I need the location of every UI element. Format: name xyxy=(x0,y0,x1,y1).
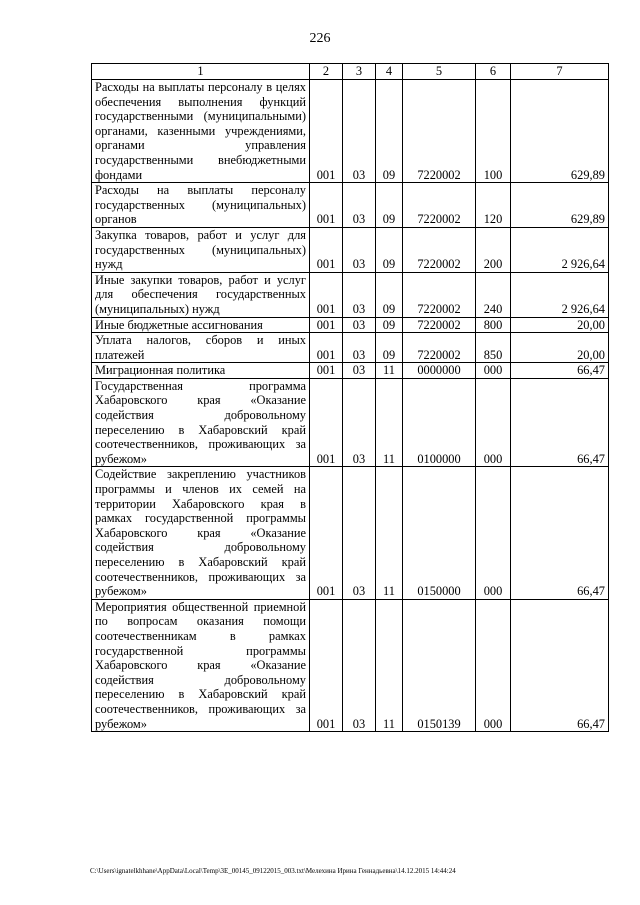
cell-amount: 66,47 xyxy=(511,363,609,379)
header-cell: 3 xyxy=(343,64,376,80)
cell-amount: 66,47 xyxy=(511,378,609,467)
cell-target: 0000000 xyxy=(403,363,476,379)
cell-subsection: 09 xyxy=(376,333,403,363)
cell-target: 7220002 xyxy=(403,272,476,317)
cell-subsection: 09 xyxy=(376,183,403,228)
cell-code: 001 xyxy=(310,378,343,467)
cell-code: 001 xyxy=(310,363,343,379)
row-name: Мероприятия общественной приемной по вопросам оказания помощи соотечественникам в рамках государственной программы Хабаровского края «Оказание содействия добровольному переселению в Хабаровский край соотечественников, проживающих за рубежом» xyxy=(92,599,310,731)
cell-section: 03 xyxy=(343,183,376,228)
table-row xyxy=(92,363,609,379)
cell-amount: 66,47 xyxy=(511,599,609,731)
cell-target: 7220002 xyxy=(403,317,476,333)
header-cell: 6 xyxy=(476,64,511,80)
cell-subsection: 09 xyxy=(376,227,403,272)
table-row xyxy=(92,183,609,228)
cell-target: 7220002 xyxy=(403,333,476,363)
row-name: Иные закупки товаров, работ и услуг для обеспечения государственных (муниципальных) нужд xyxy=(92,272,310,317)
cell-section: 03 xyxy=(343,378,376,467)
budget-table xyxy=(91,63,609,732)
header-cell: 2 xyxy=(310,64,343,80)
cell-section: 03 xyxy=(343,333,376,363)
cell-code: 001 xyxy=(310,333,343,363)
cell-code: 001 xyxy=(310,599,343,731)
cell-type: 000 xyxy=(476,378,511,467)
cell-section: 03 xyxy=(343,227,376,272)
cell-section: 03 xyxy=(343,317,376,333)
row-name: Уплата налогов, сборов и иных платежей xyxy=(92,333,310,363)
header-row xyxy=(92,64,609,80)
row-name: Государственная программа Хабаровского края «Оказание содействия добровольному переселению в Хабаровский край соотечественников, проживающих за рубежом» xyxy=(92,378,310,467)
cell-subsection: 09 xyxy=(376,317,403,333)
cell-target: 0100000 xyxy=(403,378,476,467)
cell-amount: 20,00 xyxy=(511,333,609,363)
cell-section: 03 xyxy=(343,599,376,731)
cell-amount: 66,47 xyxy=(511,467,609,599)
cell-type: 100 xyxy=(476,80,511,183)
cell-target: 0150139 xyxy=(403,599,476,731)
cell-type: 240 xyxy=(476,272,511,317)
header-cell: 7 xyxy=(511,64,609,80)
cell-target: 7220002 xyxy=(403,80,476,183)
header-cell: 5 xyxy=(403,64,476,80)
table-row xyxy=(92,333,609,363)
row-name: Иные бюджетные ассигнования xyxy=(92,317,310,333)
cell-subsection: 11 xyxy=(376,599,403,731)
cell-type: 120 xyxy=(476,183,511,228)
cell-section: 03 xyxy=(343,363,376,379)
cell-amount: 629,89 xyxy=(511,80,609,183)
table-row xyxy=(92,378,609,467)
cell-type: 200 xyxy=(476,227,511,272)
cell-section: 03 xyxy=(343,272,376,317)
table-row xyxy=(92,467,609,599)
table-row xyxy=(92,80,609,183)
cell-amount: 20,00 xyxy=(511,317,609,333)
page-number: 226 xyxy=(309,31,331,46)
table-row xyxy=(92,599,609,731)
file-path-footer: C:\Users\ignatelkhhane\AppData\Local\Temp\3E_00145_09122015_003.txt\Мелехина Ирина Геннадьевна\14.12.2015 14:44:24 xyxy=(90,867,456,875)
cell-subsection: 11 xyxy=(376,467,403,599)
row-name: Расходы на выплаты персоналу государственных (муниципальных) органов xyxy=(92,183,310,228)
row-name: Закупка товаров, работ и услуг для государственных (муниципальных) нужд xyxy=(92,227,310,272)
cell-target: 7220002 xyxy=(403,227,476,272)
table-row xyxy=(92,317,609,333)
header-cell: 1 xyxy=(92,64,310,80)
cell-code: 001 xyxy=(310,317,343,333)
row-name: Миграционная политика xyxy=(92,363,310,379)
cell-target: 7220002 xyxy=(403,183,476,228)
cell-code: 001 xyxy=(310,272,343,317)
cell-amount: 2 926,64 xyxy=(511,227,609,272)
cell-subsection: 09 xyxy=(376,272,403,317)
cell-amount: 629,89 xyxy=(511,183,609,228)
cell-type: 850 xyxy=(476,333,511,363)
row-name: Расходы на выплаты персоналу в целях обеспечения выполнения функций государственными (муниципальными) органами, казенными учреждениями, органами управления государственными внебюджетными фондами xyxy=(92,80,310,183)
cell-target: 0150000 xyxy=(403,467,476,599)
cell-section: 03 xyxy=(343,467,376,599)
table-row xyxy=(92,272,609,317)
cell-type: 800 xyxy=(476,317,511,333)
cell-type: 000 xyxy=(476,599,511,731)
cell-type: 000 xyxy=(476,467,511,599)
cell-subsection: 11 xyxy=(376,378,403,467)
table-row xyxy=(92,227,609,272)
cell-section: 03 xyxy=(343,80,376,183)
cell-code: 001 xyxy=(310,467,343,599)
cell-subsection: 11 xyxy=(376,363,403,379)
cell-code: 001 xyxy=(310,183,343,228)
header-cell: 4 xyxy=(376,64,403,80)
cell-code: 001 xyxy=(310,227,343,272)
cell-subsection: 09 xyxy=(376,80,403,183)
cell-type: 000 xyxy=(476,363,511,379)
row-name: Содействие закреплению участников программы и членов их семей на территории Хабаровского края в рамках государственной программы Хабаровского края «Оказание содействия добровольному переселению в Хабаровский край соотечественников, проживающих за рубежом» xyxy=(92,467,310,599)
cell-code: 001 xyxy=(310,80,343,183)
cell-amount: 2 926,64 xyxy=(511,272,609,317)
